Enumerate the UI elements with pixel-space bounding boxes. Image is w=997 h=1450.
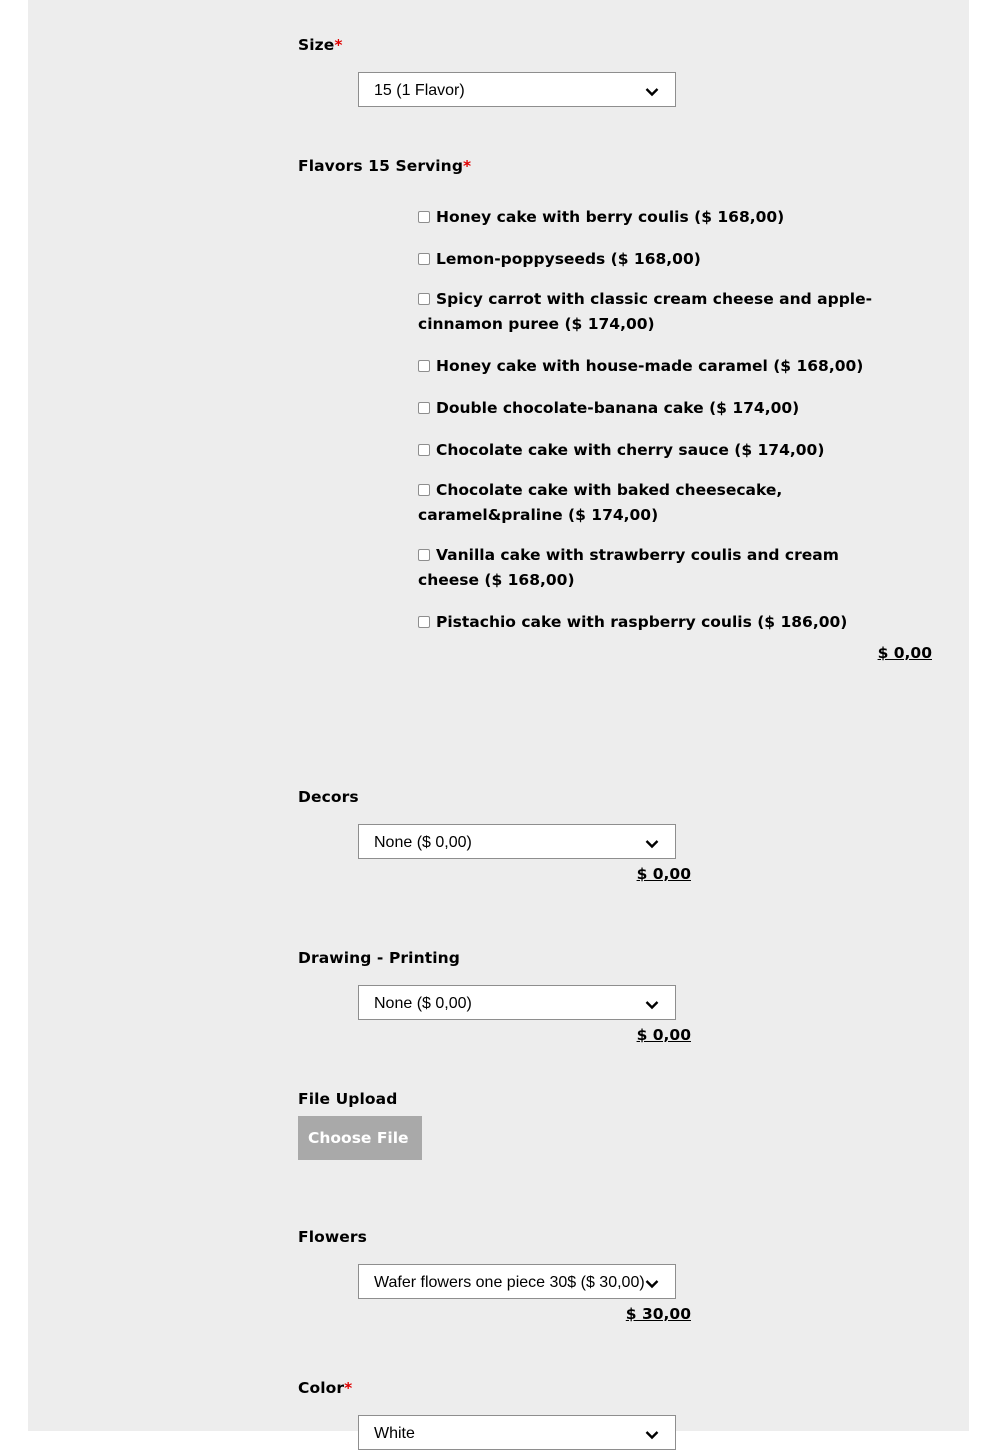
- color-select-value: White: [374, 1425, 415, 1442]
- checkbox-unchecked-icon[interactable]: [418, 293, 430, 305]
- checkbox-unchecked-icon[interactable]: [418, 360, 430, 372]
- checkbox-unchecked-icon[interactable]: [418, 253, 430, 265]
- flavor-option-label: Vanilla cake with strawberry coulis and cream cheese ($ 168,00): [418, 546, 839, 589]
- checkbox-unchecked-icon[interactable]: [418, 616, 430, 628]
- flavor-option-label: Spicy carrot with classic cream cheese and apple-cinnamon puree ($ 174,00): [418, 290, 873, 333]
- flavors-total-price: $ 0,00: [877, 644, 932, 662]
- flowers-select[interactable]: [358, 1264, 676, 1299]
- color-select[interactable]: [358, 1415, 676, 1450]
- file-upload-label: File Upload: [298, 1090, 398, 1108]
- required-mark: *: [463, 157, 472, 175]
- flavor-option-label: Chocolate cake with cherry sauce ($ 174,00): [436, 441, 825, 459]
- size-select-value: 15 (1 Flavor): [374, 82, 465, 99]
- drawing-printing-total-price: $ 0,00: [636, 1026, 691, 1044]
- flavor-option[interactable]: [418, 247, 898, 272]
- flowers-total-price: $ 30,00: [625, 1305, 691, 1323]
- checkbox-unchecked-icon[interactable]: [418, 549, 430, 561]
- flavors-label-text: Flavors 15 Serving: [298, 157, 464, 175]
- chevron-down-icon: [645, 1279, 659, 1289]
- decors-label: Decors: [298, 788, 359, 806]
- color-label-text: Color: [298, 1379, 345, 1397]
- checkbox-unchecked-icon[interactable]: [418, 402, 430, 414]
- decors-total-price: $ 0,00: [636, 865, 691, 883]
- flavor-option-label: Lemon-poppyseeds ($ 168,00): [436, 250, 701, 268]
- drawing-printing-label: Drawing - Printing: [298, 949, 460, 967]
- size-label: [298, 36, 343, 54]
- size-select[interactable]: [358, 72, 676, 107]
- decors-select-value: None ($ 0,00): [374, 834, 472, 851]
- flavor-option[interactable]: [418, 478, 898, 528]
- flowers-label: Flowers: [298, 1228, 367, 1246]
- flavor-option-label: Honey cake with house-made caramel ($ 168,00): [436, 357, 864, 375]
- checkbox-unchecked-icon[interactable]: [418, 444, 430, 456]
- chevron-down-icon: [645, 1000, 659, 1010]
- chevron-down-icon: [645, 1430, 659, 1440]
- size-label-text: Size: [298, 36, 335, 54]
- checkbox-unchecked-icon[interactable]: [418, 211, 430, 223]
- flavor-option[interactable]: [418, 610, 898, 635]
- flavor-option[interactable]: [418, 543, 898, 593]
- flowers-select-value: Wafer flowers one piece 30$ ($ 30,00): [374, 1274, 645, 1291]
- required-mark: *: [344, 1379, 353, 1397]
- flavors-label: [298, 157, 471, 175]
- flavor-option-label: Double chocolate-banana cake ($ 174,00): [436, 399, 800, 417]
- flavor-option-label: Honey cake with berry coulis ($ 168,00): [436, 208, 785, 226]
- flavor-option[interactable]: [418, 396, 898, 421]
- flavor-option-label: Chocolate cake with baked cheesecake, caramel&praline ($ 174,00): [418, 481, 783, 524]
- decors-select[interactable]: [358, 824, 676, 859]
- color-label: [298, 1379, 352, 1397]
- chevron-down-icon: [645, 839, 659, 849]
- checkbox-unchecked-icon[interactable]: [418, 484, 430, 496]
- chevron-down-icon: [645, 87, 659, 97]
- drawing-printing-select[interactable]: [358, 985, 676, 1020]
- flavor-option[interactable]: [418, 354, 898, 379]
- drawing-printing-select-value: None ($ 0,00): [374, 995, 472, 1012]
- flavor-option-label: Pistachio cake with raspberry coulis ($ 186,00): [436, 613, 848, 631]
- required-mark: *: [334, 36, 343, 54]
- choose-file-button[interactable]: Choose File: [298, 1116, 422, 1160]
- flavor-option[interactable]: [418, 438, 898, 463]
- flavor-option[interactable]: [418, 287, 898, 337]
- flavor-option[interactable]: [418, 205, 898, 230]
